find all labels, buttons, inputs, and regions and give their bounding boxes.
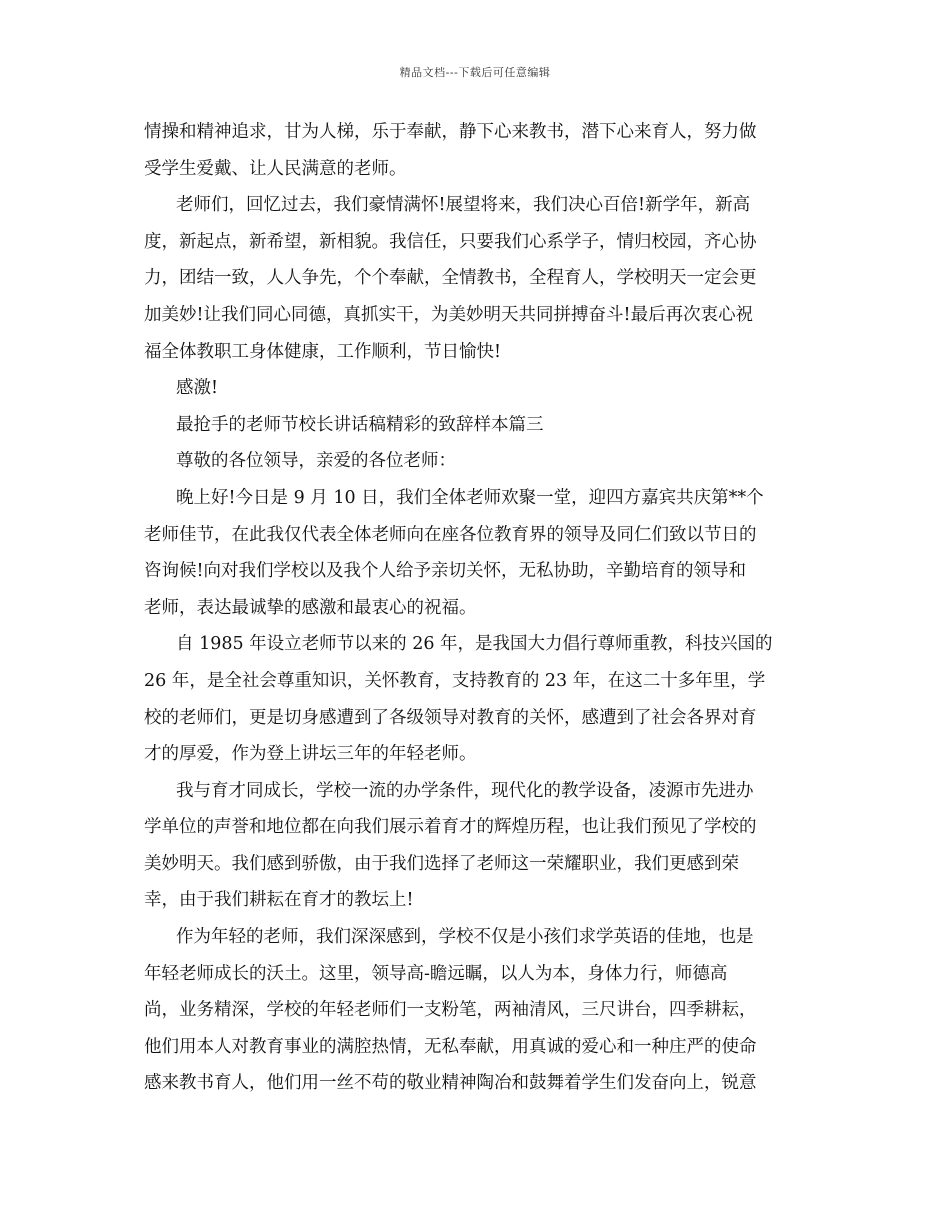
- text-line: 度，新起点，新希望，新相貌。我信任，只要我们心系学子，情归校园，齐心协: [144, 231, 757, 252]
- text-line: 感激!: [176, 378, 219, 399]
- page-header: 精品文档---下载后可任意编辑: [399, 66, 551, 79]
- text-line: 情操和精神追求，甘为人梯，乐于奉献，静下心来教书，潜下心来育人，努力做: [144, 122, 757, 142]
- text-line: 晚上好!今日是 9 月 10 日，我们全体老师欢聚一堂，迎四方嘉宾共庆第**个: [176, 487, 764, 508]
- text-line: 美妙明天。我们感到骄傲，由于我们选择了老师这一荣耀职业，我们更感到荣: [144, 853, 739, 874]
- text-line: 自 1985 年设立老师节以来的 26 年，是我国大力倡行尊师重教，科技兴国的: [176, 634, 773, 655]
- text-line: 加美妙!让我们同心同德，真抓实干，为美妙明天共同拼搏奋斗!最后再次衷心祝: [144, 304, 754, 325]
- text-line: 才的厚爱，作为登上讲坛三年的年轻老师。: [144, 744, 477, 765]
- document-body: [144, 114, 804, 1102]
- text-line: 校的老师们，更是切身感遭到了各级领导对教育的关怀，感遭到了社会各界对育: [144, 707, 757, 728]
- text-line: 福全体教职工身体健康，工作顺利，节日愉快!: [144, 341, 502, 362]
- text-line: 老师，表达最诚挚的感激和最衷心的祝福。: [144, 597, 477, 618]
- text-line: 他们用本人对教育事业的满腔热情，无私奉献，用真诚的爱心和一种庄严的使命: [144, 1036, 757, 1057]
- text-line: 老师佳节，在此我仅代表全体老师向在座各位教育界的领导及同仁们致以节日的: [144, 524, 757, 545]
- text-line: 年轻老师成长的沃土。这里，领导高-瞻远瞩，以人为本，身体力行，师德高: [144, 963, 728, 984]
- text-line: 学单位的声誉和地位都在向我们展示着育才的辉煌历程，也让我们预见了学校的: [144, 817, 757, 838]
- text-line: 最抢手的老师节校长讲话稿精彩的致辞样本篇三: [176, 414, 544, 435]
- text-line: 幸，由于我们耕耘在育才的教坛上!: [144, 890, 414, 911]
- text-line: 受学生爱戴、让人民满意的老师。: [144, 158, 407, 179]
- text-line: 作为年轻的老师，我们深深感到，学校不仅是小孩们求学英语的佳地，也是: [176, 927, 754, 948]
- text-line: 尚，业务精深，学校的年轻老师们一支粉笔，两袖清风，三尺讲台，四季耕耘，: [144, 1000, 757, 1021]
- text-line: 咨询候!向对我们学校以及我个人给予亲切关怀，无私协助，辛勤培育的领导和: [144, 561, 747, 582]
- text-line: 26 年，是全社会尊重知识，关怀教育，支持教育的 23 年，在这二十多年里，学: [144, 670, 766, 691]
- text-line: 老师们，回忆过去，我们豪情满怀!展望将来，我们决心百倍!新学年，新高: [176, 195, 751, 216]
- text-line: 尊敬的各位领导，亲爱的各位老师：: [176, 451, 456, 472]
- text-line: 感来教书育人，他们用一丝不苟的敬业精神陶冶和鼓舞着学生们发奋向上，锐意: [144, 1073, 757, 1094]
- text-line: 我与育才同成长，学校一流的办学条件，现代化的教学设备，凌源市先进办: [176, 780, 754, 801]
- text-line: 力，团结一致，人人争先，个个奉献，全情教书，全程育人，学校明天一定会更: [144, 268, 757, 289]
